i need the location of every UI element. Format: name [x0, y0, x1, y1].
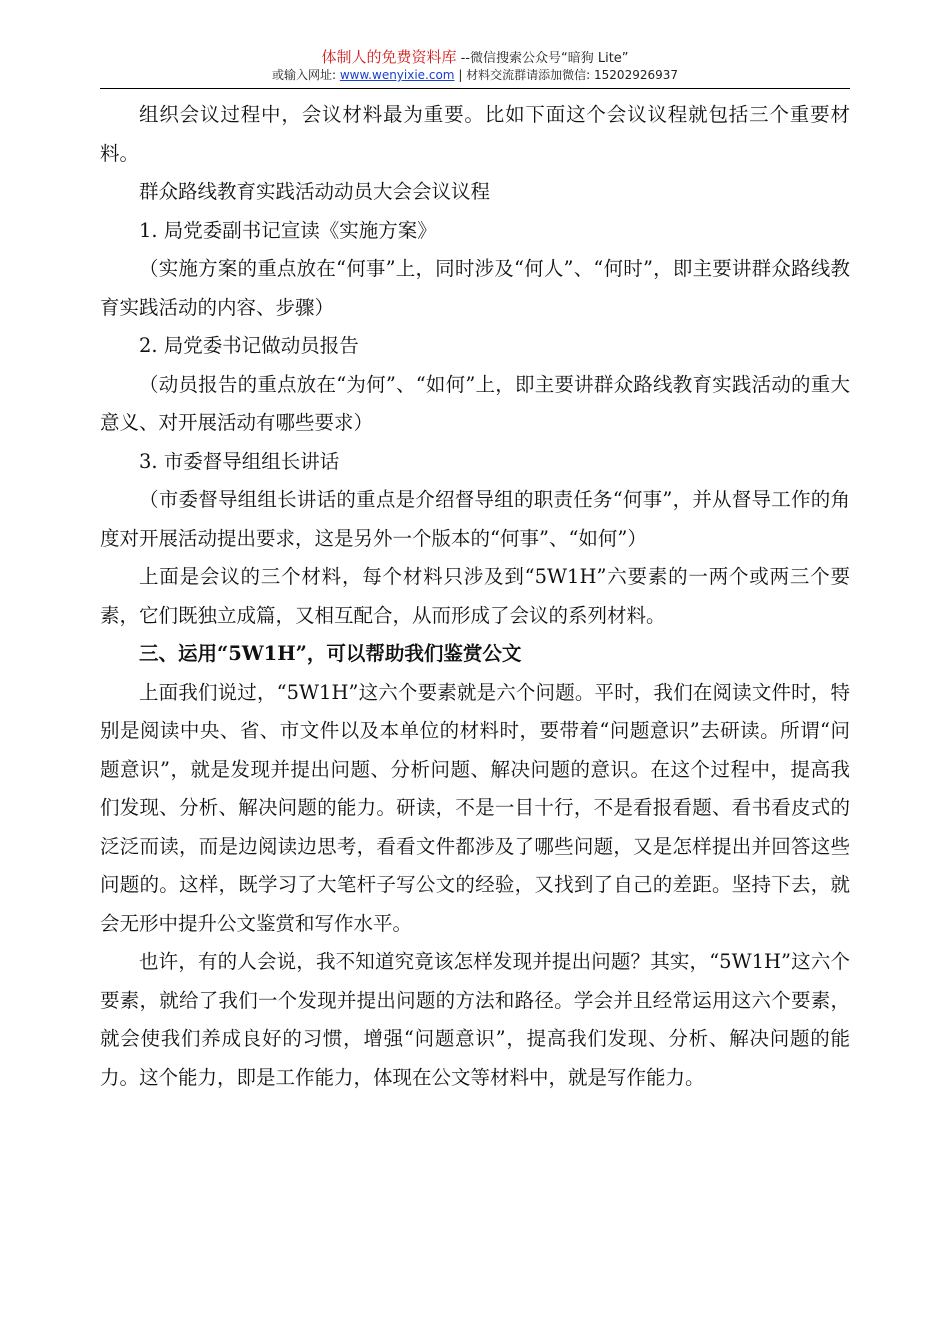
- paragraph-intro: 组织会议过程中，会议材料最为重要。比如下面这个会议议程就包括三个重要材料。: [100, 103, 850, 165]
- url-prefix: 或输入网址:: [271, 68, 340, 82]
- site-tagline: --微信搜索公众号“暗狗 Lite”: [456, 51, 629, 66]
- contact-info: | 材料交流群请添加微信: 15202926937: [454, 68, 679, 82]
- paragraph-summary: 上面是会议的三个材料，每个材料只涉及到“5W1H”六要素的一两个或两三个要素，它们既独立成篇，又相互配合，从而形成了会议的系列材料。: [100, 565, 850, 627]
- document-body: [100, 96, 850, 1097]
- section-heading: 三、运用“5W1H”，可以帮助我们鉴赏公文: [139, 642, 522, 665]
- agenda-item-1: 1. 局党委副书记宣读《实施方案》: [139, 218, 437, 242]
- paragraph-conclusion: 也许，有的人会说，我不知道究竟该怎样发现并提出问题？其实，“5W1H”这六个要素，就给了我们一个发现并提出问题的方法和路径。学会并且经常运用这六个要素，就会使我们养成良好的习惯，增强“问题意识”，提高我们发现、分析、解决问题的能力。这个能力，即是工作能力，体现在公文等材料中，就是写作能力。: [100, 950, 850, 1089]
- agenda-note-3: （市委督导组组长讲话的重点是介绍督导组的职责任务“何事”，并从督导工作的角度对开展活动提出要求，这是另外一个版本的“何事”、“如何”）: [100, 488, 850, 550]
- header-divider: [100, 88, 850, 89]
- agenda-item-2: 2. 局党委书记做动员报告: [139, 334, 359, 357]
- paragraph-reading: 上面我们说过，“5W1H”这六个要素就是六个问题。平时，我们在阅读文件时，特别是阅读中央、省、市文件以及本单位的材料时，要带着“问题意识”去研读。所谓“问题意识”，就是发现并提出问题、分析问题、解决问题的意识。在这个过程中，提高我们发现、分析、解决问题的能力。研读，不是一目十行，不是看报看题、看书看皮式的泛泛而读，而是边阅读边思考，看看文件都涉及了哪些问题，又是怎样提出并回答这些问题的。这样，既学习了大笔杆子写公文的经验，又找到了自己的差距。坚持下去，就会无形中提升公文鉴赏和写作水平。: [100, 680, 850, 935]
- agenda-item-3: 3. 市委督导组组长讲话: [139, 449, 340, 473]
- agenda-note-2: （动员报告的重点放在“为何”、“如何”上，即主要讲群众路线教育实践活动的重大意义、对开展活动有哪些要求）: [100, 372, 850, 434]
- header-line-1: [0, 48, 950, 68]
- site-url-link[interactable]: www.wenyixie.com: [339, 68, 455, 82]
- agenda-title: 群众路线教育实践活动动员大会会议议程: [139, 180, 491, 203]
- agenda-note-1: （实施方案的重点放在“何事”上，同时涉及“何人”、“何时”，即主要讲群众路线教育实践活动的内容、步骤）: [100, 257, 850, 319]
- site-name: 体制人的免费资料库: [321, 48, 457, 66]
- header-line-2: [0, 67, 950, 84]
